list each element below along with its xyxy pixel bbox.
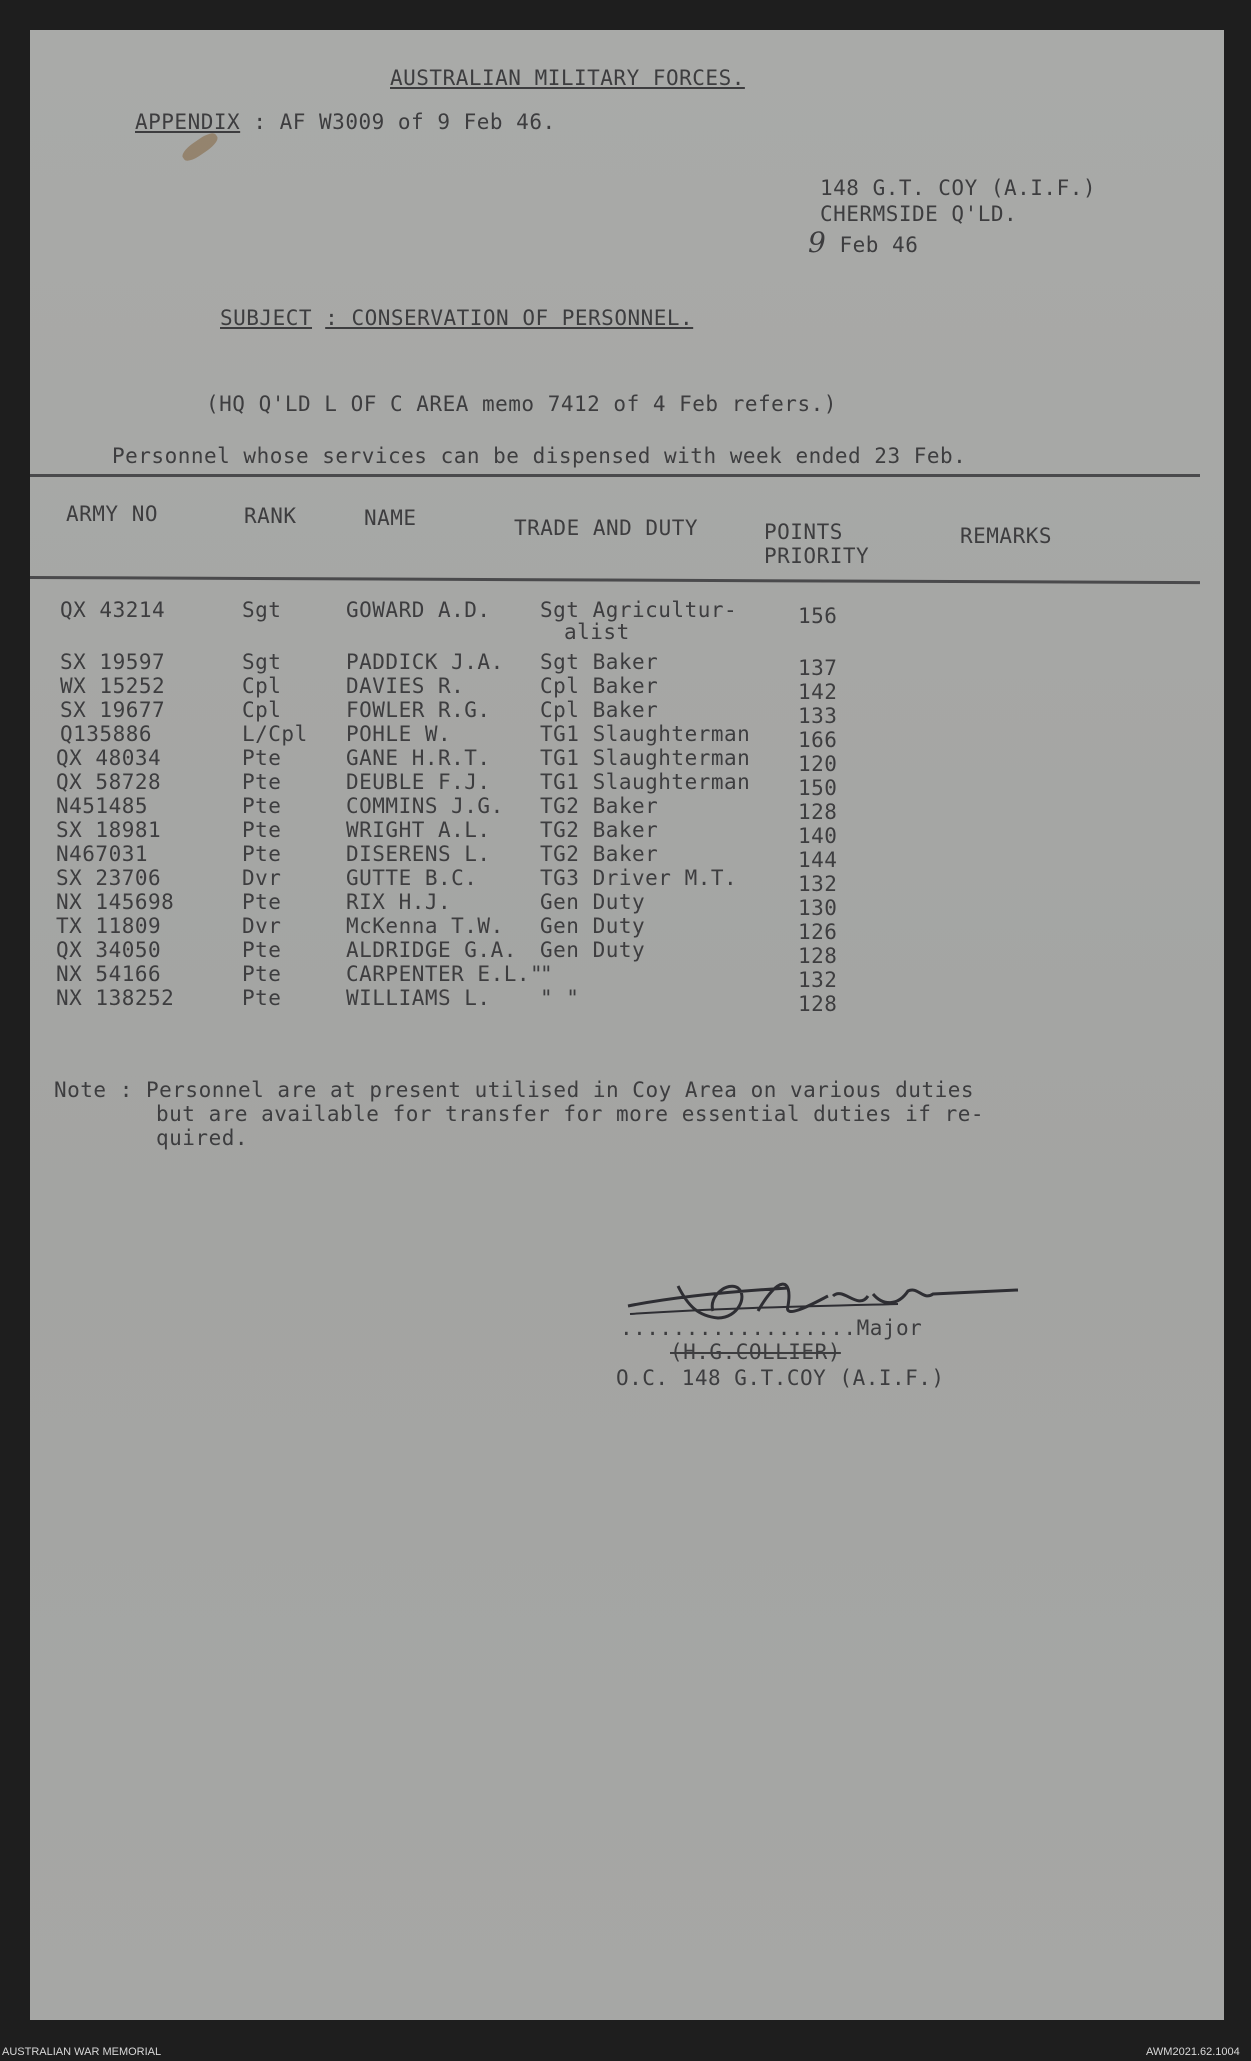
cell-name: DAVIES R. xyxy=(346,674,465,698)
cell-trade: Sgt Agricultur- xyxy=(540,598,738,622)
cell-army-no: WX 15252 xyxy=(60,674,166,698)
cell-trade: " " xyxy=(540,986,580,1010)
cell-army-no: SX 23706 xyxy=(56,866,162,890)
document-sheet xyxy=(30,30,1224,2020)
unit-line: 148 G.T. COY (A.I.F.) xyxy=(820,176,1097,200)
cell-trade: TG1 Slaughterman xyxy=(540,722,751,746)
cell-army-no: QX 43214 xyxy=(60,598,166,622)
cell-rank: Pte xyxy=(242,818,282,842)
cell-name: DEUBLE F.J. xyxy=(346,770,491,794)
cell-points: 133 xyxy=(798,704,838,728)
cell-name: PADDICK J.A. xyxy=(346,650,504,674)
cell-points: 140 xyxy=(798,824,838,848)
cell-army-no: SX 18981 xyxy=(56,818,162,842)
intro-line: Personnel whose services can be dispensed with week ended 23 Feb. xyxy=(112,444,967,468)
header-remarks: REMARKS xyxy=(960,524,1053,548)
appendix-label: APPENDIX xyxy=(135,110,241,134)
appendix-reference: : AF W3009 of 9 Feb 46. xyxy=(253,110,556,134)
cell-points: 128 xyxy=(798,800,838,824)
cell-army-no: NX 138252 xyxy=(56,986,175,1010)
header-name: NAME xyxy=(364,506,417,530)
cell-name: COMMINS J.G. xyxy=(346,794,504,818)
cell-rank: Sgt xyxy=(242,650,282,674)
table-header-rule xyxy=(30,576,1200,584)
cell-rank: Sgt xyxy=(242,598,282,622)
subject-text: : CONSERVATION OF PERSONNEL. xyxy=(325,306,694,330)
cell-trade: TG1 Slaughterman xyxy=(540,746,751,770)
cell-rank: Pte xyxy=(242,746,282,770)
cell-points: 128 xyxy=(798,944,838,968)
cell-rank: Cpl xyxy=(242,698,282,722)
cell-points: 130 xyxy=(798,896,838,920)
cell-army-no: QX 34050 xyxy=(56,938,162,962)
cell-army-no: TX 11809 xyxy=(56,914,162,938)
date-handwritten-day: 9 xyxy=(808,226,827,259)
cell-army-no: N467031 xyxy=(56,842,149,866)
cell-army-no: NX 54166 xyxy=(56,962,162,986)
cell-name: CARPENTER E.L." xyxy=(346,962,544,986)
cell-army-no: QX 48034 xyxy=(56,746,162,770)
table-top-rule xyxy=(30,474,1200,477)
cell-trade: Sgt Baker xyxy=(540,650,659,674)
header-priority: PRIORITY xyxy=(764,544,870,568)
cell-army-no: SX 19597 xyxy=(60,650,166,674)
cell-trade: TG2 Baker xyxy=(540,818,659,842)
cell-rank: Pte xyxy=(242,890,282,914)
cell-army-no: NX 145698 xyxy=(56,890,175,914)
cell-name: ALDRIDGE G.A. xyxy=(346,938,517,962)
signature-title: O.C. 148 G.T.COY (A.I.F.) xyxy=(616,1366,945,1390)
cell-trade-continued: alist xyxy=(564,620,630,644)
cell-trade: Cpl Baker xyxy=(540,674,659,698)
cell-name: GUTTE B.C. xyxy=(346,866,478,890)
cell-points: 126 xyxy=(798,920,838,944)
cell-rank: Dvr xyxy=(242,914,282,938)
date-line xyxy=(808,226,918,259)
location-line: CHERMSIDE Q'LD. xyxy=(820,202,1018,226)
footer-right: AWM2021.62.1004 xyxy=(1146,2046,1240,2058)
cell-name: GANE H.R.T. xyxy=(346,746,491,770)
cell-points: 144 xyxy=(798,848,838,872)
cell-rank: L/Cpl xyxy=(242,722,308,746)
cell-rank: Pte xyxy=(242,962,282,986)
cell-name: DISERENS L. xyxy=(346,842,491,866)
cell-name: WRIGHT A.L. xyxy=(346,818,491,842)
cell-trade: Gen Duty xyxy=(540,890,646,914)
header-army-no: ARMY NO xyxy=(66,502,159,526)
cell-trade: Gen Duty xyxy=(540,914,646,938)
cell-points: 156 xyxy=(798,604,838,628)
cell-points: 132 xyxy=(798,968,838,992)
note-line-3: quired. xyxy=(156,1126,249,1150)
cell-name: GOWARD A.D. xyxy=(346,598,491,622)
cell-name: POHLE W. xyxy=(346,722,452,746)
signature-dots-rank: ..................Major xyxy=(620,1316,923,1340)
cell-rank: Pte xyxy=(242,794,282,818)
footer-left: AUSTRALIAN WAR MEMORIAL xyxy=(2,2046,162,2058)
paper-stain xyxy=(180,130,221,164)
subject-label: SUBJECT xyxy=(220,306,313,330)
cell-rank: Cpl xyxy=(242,674,282,698)
cell-rank: Dvr xyxy=(242,866,282,890)
cell-rank: Pte xyxy=(242,938,282,962)
cell-trade: Cpl Baker xyxy=(540,698,659,722)
cell-army-no: QX 58728 xyxy=(56,770,162,794)
header-points: POINTS xyxy=(764,520,843,544)
date-text: Feb 46 xyxy=(839,233,919,257)
cell-army-no: Q135886 xyxy=(60,722,153,746)
cell-name: RIX H.J. xyxy=(346,890,452,914)
cell-name: FOWLER R.G. xyxy=(346,698,491,722)
cell-trade: TG2 Baker xyxy=(540,842,659,866)
cell-rank: Pte xyxy=(242,770,282,794)
cell-army-no: N451485 xyxy=(56,794,149,818)
cell-name: WILLIAMS L. xyxy=(346,986,491,1010)
cell-trade: Gen Duty xyxy=(540,938,646,962)
cell-points: 150 xyxy=(798,776,838,800)
cell-points: 132 xyxy=(798,872,838,896)
cell-rank: Pte xyxy=(242,986,282,1010)
cell-trade: TG1 Slaughterman xyxy=(540,770,751,794)
cell-army-no: SX 19677 xyxy=(60,698,166,722)
cell-points: 142 xyxy=(798,680,838,704)
cell-rank: Pte xyxy=(242,842,282,866)
document-heading: AUSTRALIAN MILITARY FORCES. xyxy=(390,66,745,90)
cell-trade: TG2 Baker xyxy=(540,794,659,818)
cell-points: 137 xyxy=(798,656,838,680)
header-trade: TRADE AND DUTY xyxy=(514,516,699,540)
signature-name: (H.G.COLLIER) xyxy=(670,1340,841,1364)
cell-trade: " xyxy=(540,962,554,986)
cell-name: McKenna T.W. xyxy=(346,914,504,938)
appendix-line xyxy=(135,110,556,134)
header-rank: RANK xyxy=(244,504,297,528)
cell-points: 120 xyxy=(798,752,838,776)
subject-line xyxy=(220,306,693,330)
cell-points: 128 xyxy=(798,992,838,1016)
note-line-2: but are available for transfer for more essential duties if re- xyxy=(156,1102,985,1126)
cell-trade: TG3 Driver M.T. xyxy=(540,866,738,890)
cell-points: 166 xyxy=(798,728,838,752)
note-line-1: Note : Personnel are at present utilised in Coy Area on various duties xyxy=(54,1078,975,1102)
reference-line: (HQ Q'LD L OF C AREA memo 7412 of 4 Feb refers.) xyxy=(206,392,837,416)
